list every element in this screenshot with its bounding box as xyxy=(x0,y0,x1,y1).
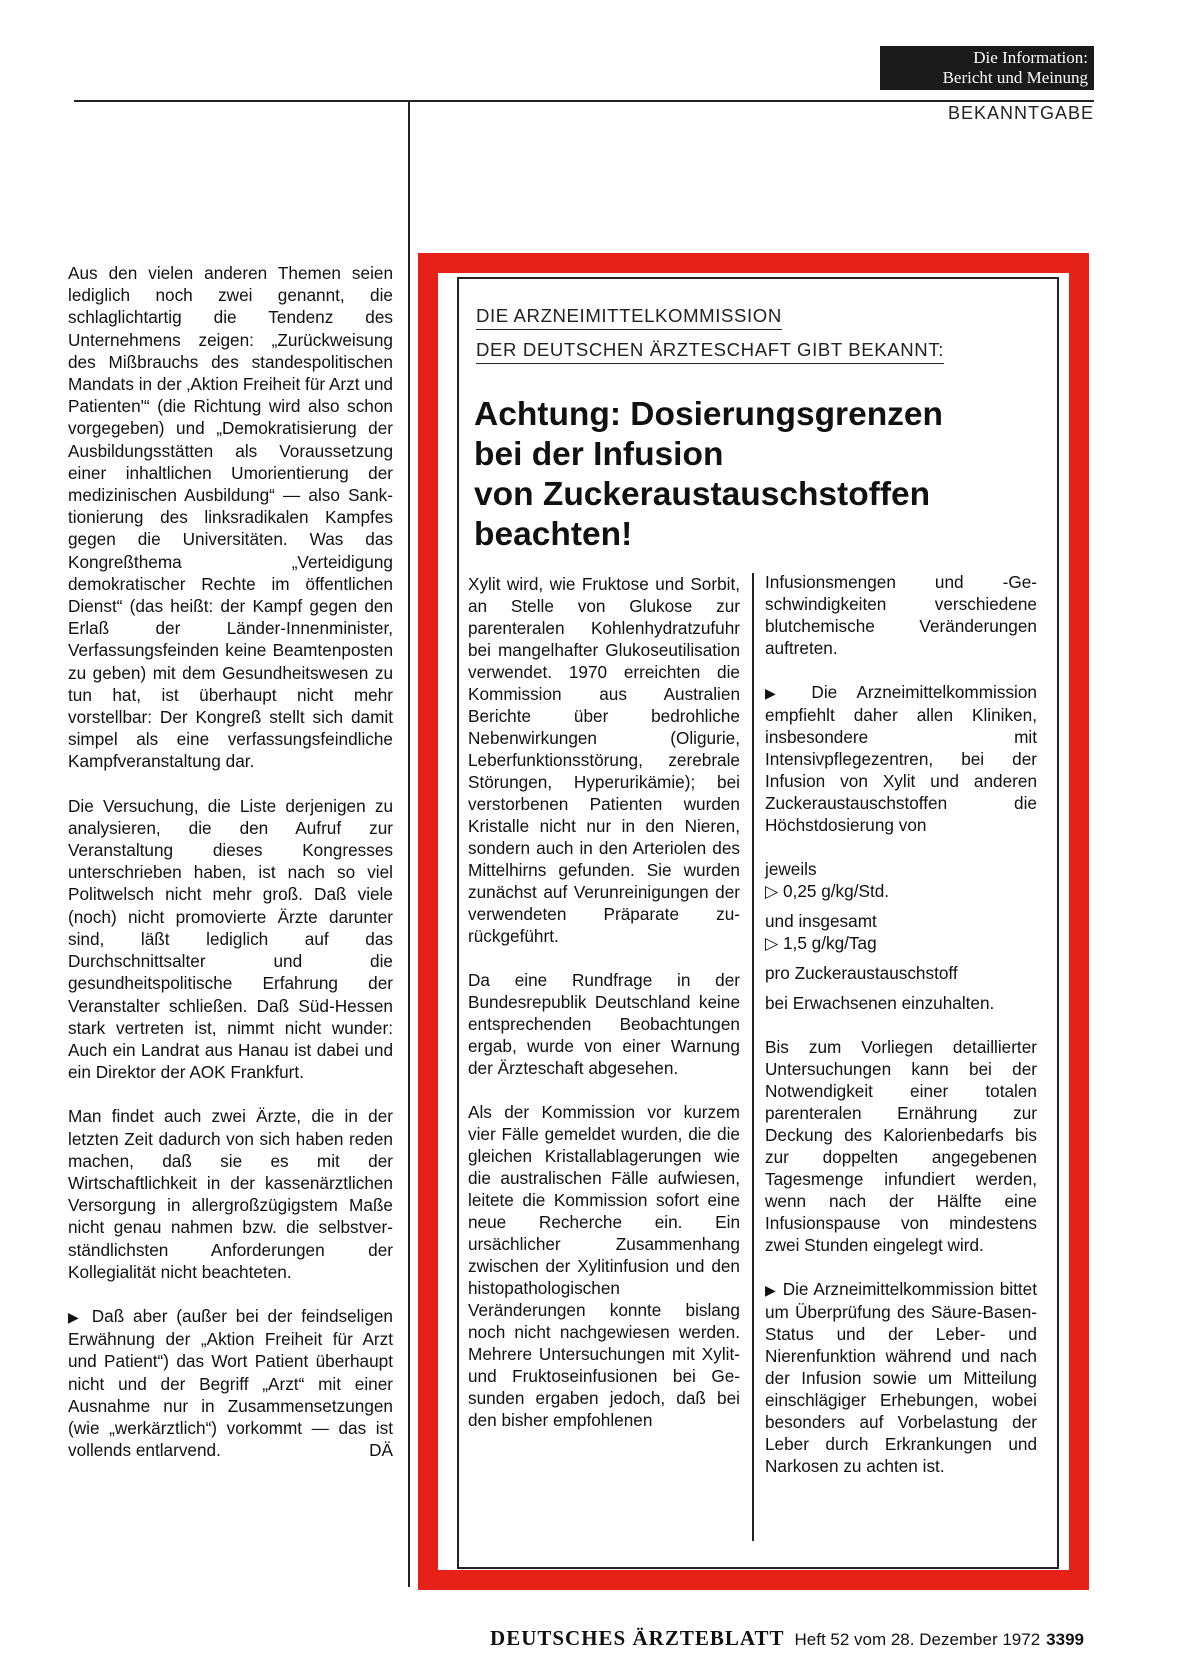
dose2-label: und insgesamt xyxy=(765,911,877,931)
kommission-header xyxy=(476,300,944,368)
dose2-value: ▷ 1,5 g/kg/Tag xyxy=(765,933,877,953)
left-article-column xyxy=(68,262,393,1483)
article-paragraph: Aus den vielen anderen Themen seien lediglich noch zwei genannt, die schlaglichtartig die Tendenz des Unternehmens zeigen: „Zurückweisung des Mißbrauchs des standespolitischen Mandats in der ‚Aktion Freiheit für Arzt und Patienten'“ (die Richtung wird also schon vorgegeben) und „Demokratisierung der Ausbildungsstätten als Voraussetzung einer inhaltlichen Umorientierung der medizinischen Ausbildung“ — also Sanktionierung des linksradikalen Kampfes gegen die Universitäten. Was das Kongreßthema „Verteidigung demokratischer Rechte im öffentlichen Dienst“ (das heißt: der Kampf gegen den Erlaß der Länder-Innenminister, Verfassungsfeinden keine Beamtenposten zu geben) mit dem Gesundheitswesen zu tun hat, ist überhaupt nicht mehr vorstellbar: Der Kongreß stellt sich damit simpel als eine verfassungsfeindliche Kampfveranstaltung dar. xyxy=(68,263,393,772)
notice-column-rule xyxy=(752,573,754,1541)
kommission-line2: DER DEUTSCHEN ÄRZTESCHAFT GIBT BEKANNT: xyxy=(476,337,944,364)
publication-name: DEUTSCHES ÄRZTEBLATT xyxy=(490,1626,785,1650)
dose1-value: ▷ 0,25 g/kg/Std. xyxy=(765,881,890,901)
article-paragraph: Die Versuchung, die Liste derjenigen zu analysieren, die den Aufruf zur Veranstaltung dieses Kongresses unterschrieben haben, ist nach so viel Politwelsch nicht mehr groß. Daß viele (noch) nicht promovierte Ärzte darunter sind, läßt lediglich auf das Durchschnittsalter und die gesundheitspolitische Erfahrung der Veranstalter schließen. Daß Süd-Hessen stark vertreten ist, nimmt nicht wunder: Auch ein Landrat aus Hanau ist dabei und ein Direktor der AOK Frankfurt. xyxy=(68,795,393,1083)
issue-info: Heft 52 vom 28. Dezember 1972 xyxy=(794,1630,1041,1649)
article-paragraph-last xyxy=(68,1305,393,1461)
notice-paragraph: Da eine Rundfrage in der Bundesrepublik Deutschland keine entsprechenden Beobachtungen ergab, wurde von einer Warnung der Ärzteschaft abgesehen. xyxy=(468,970,740,1078)
headline-line4: beachten! xyxy=(474,516,633,553)
dose-block-2 xyxy=(765,910,1037,954)
request-text: Die Arzneimittelkommission bittet um Überprüfung des Säure-Basen-Status und der Leber- und Nierenfunktion während und nach der Infusion sowie um Mitteilung einschlägiger Erhebungen, wobei besonders auf Vorbelastung der Leber durch Erkrankungen und Narkosen zu achten ist. xyxy=(765,1279,1037,1476)
adults-text: bei Erwachsenen einzuhalten. xyxy=(765,993,995,1013)
section-badge xyxy=(880,46,1094,90)
play-triangle-icon: ▶ xyxy=(765,685,792,701)
play-triangle-icon: ▶ xyxy=(68,1308,83,1325)
page-footer xyxy=(490,1626,1084,1651)
section-badge-line1: Die Information: xyxy=(973,48,1088,67)
notice-middle-column xyxy=(468,573,740,1453)
section-label: BEKANNTGABE xyxy=(947,103,1094,123)
notice-paragraph: Bis zum Vorliegen detaillierter Untersuchungen kann bei der Notwendigkeit einer totalen parenteralen Ernährung zur Deckung des Kalorienbedarfs bis zur doppelten angegebenen Tagesmenge infundiert werden, wenn nach der Hälfte eine Infusionspause von mindestens zwei Stunden eingelegt wird. xyxy=(765,1037,1037,1255)
notice-paragraph: Infusionsmengen und -Geschwindigkeiten verschiedene blutchemische Veränderungen auftreten. xyxy=(765,572,1037,658)
dose-block-1 xyxy=(765,858,1037,902)
notice-paragraph: Xylit wird, wie Fruktose und Sorbit, an Stelle von Glukose zur parenteralen Kohlenhydratzufuhr bei mangelhafter Glukoseutilisation verwendet. 1970 erreichten die Kommission aus Australien Berichte über bedrohliche Nebenwirkungen (Oligurie, Leberfunktionsstörung, zerebrale Störungen, Hyperurikämie); bei verstorbenen Patienten wurden Kristalle nicht nur in den Nieren, sondern auch in den Arteriolen des Mittelhirns gefunden. Sie wurden zunächst auf Verunreinigungen der verwendeten Präparate zurückgeführt. xyxy=(468,574,740,946)
request-paragraph xyxy=(765,1278,1037,1477)
author-signature: DÄ xyxy=(369,1440,393,1461)
page-number: 3399 xyxy=(1046,1630,1084,1649)
notice-headline xyxy=(474,395,1034,555)
recommendation-paragraph xyxy=(765,681,1037,836)
column-rule xyxy=(408,100,410,1587)
notice-right-column xyxy=(765,571,1037,1499)
article-paragraph: Man findet auch zwei Ärzte, die in der letzten Zeit dadurch von sich haben reden machen, daß sie es mit der Wirtschaftlichkeit in der kassenärztlichen Versorgung in allergroßzügigstem Maße nicht genau nahmen bzw. die selbstverständlichsten Anforderungen der Kollegialität nicht beachteten. xyxy=(68,1106,393,1282)
section-badge-line2: Bericht und Meinung xyxy=(942,68,1088,87)
header-rule xyxy=(74,100,1094,102)
headline-line1: Achtung: Dosierungsgrenzen xyxy=(474,396,944,433)
recommendation-text: Die Arzneimittelkommission empfiehlt daher allen Kliniken, insbesondere mit Intensivpflegezentren, bei der Infusion von Xylit und anderen Zuckeraustauschstoffen die Höchstdosierung von xyxy=(765,682,1037,835)
headline-line2: bei der Infusion xyxy=(474,436,724,473)
play-triangle-icon: ▶ xyxy=(765,1282,777,1298)
per-substance-text: pro Zuckeraustauschstoff xyxy=(765,963,958,983)
headline-line3: von Zuckeraustauschstoffen xyxy=(474,476,931,513)
dose1-label: jeweils xyxy=(765,859,817,879)
notice-paragraph: Als der Kommission vor kurzem vier Fälle gemeldet wurden, die die gleichen Kristallablagerungen wie die australischen Fälle aufwiesen, leitete die Kommission sofort eine neue Recherche ein. Ein ursächlicher Zusammenhang zwischen der Xylitinfusion und den histopathologischen Veränderungen konnte bislang noch nicht nachgewiesen werden. Mehrere Untersuchungen mit Xylit- und Fruktoseinfusionen bei Gesunden ergaben jedoch, daß bei den bisher empfohlenen xyxy=(468,1102,740,1430)
article-paragraph-text: Daß aber (außer bei der feindseligen Erwähnung der „Aktion Freiheit für Arzt und Patient“) das Wort Patient überhaupt nicht und der Begriff „Arzt“ mit einer Ausnahme nur in Zusammensetzungen (wie „werkärztlich“) vorkommt — das ist vollends entlarvend. xyxy=(68,1305,393,1461)
kommission-line1: DIE ARZNEIMITTELKOMMISSION xyxy=(476,303,782,330)
